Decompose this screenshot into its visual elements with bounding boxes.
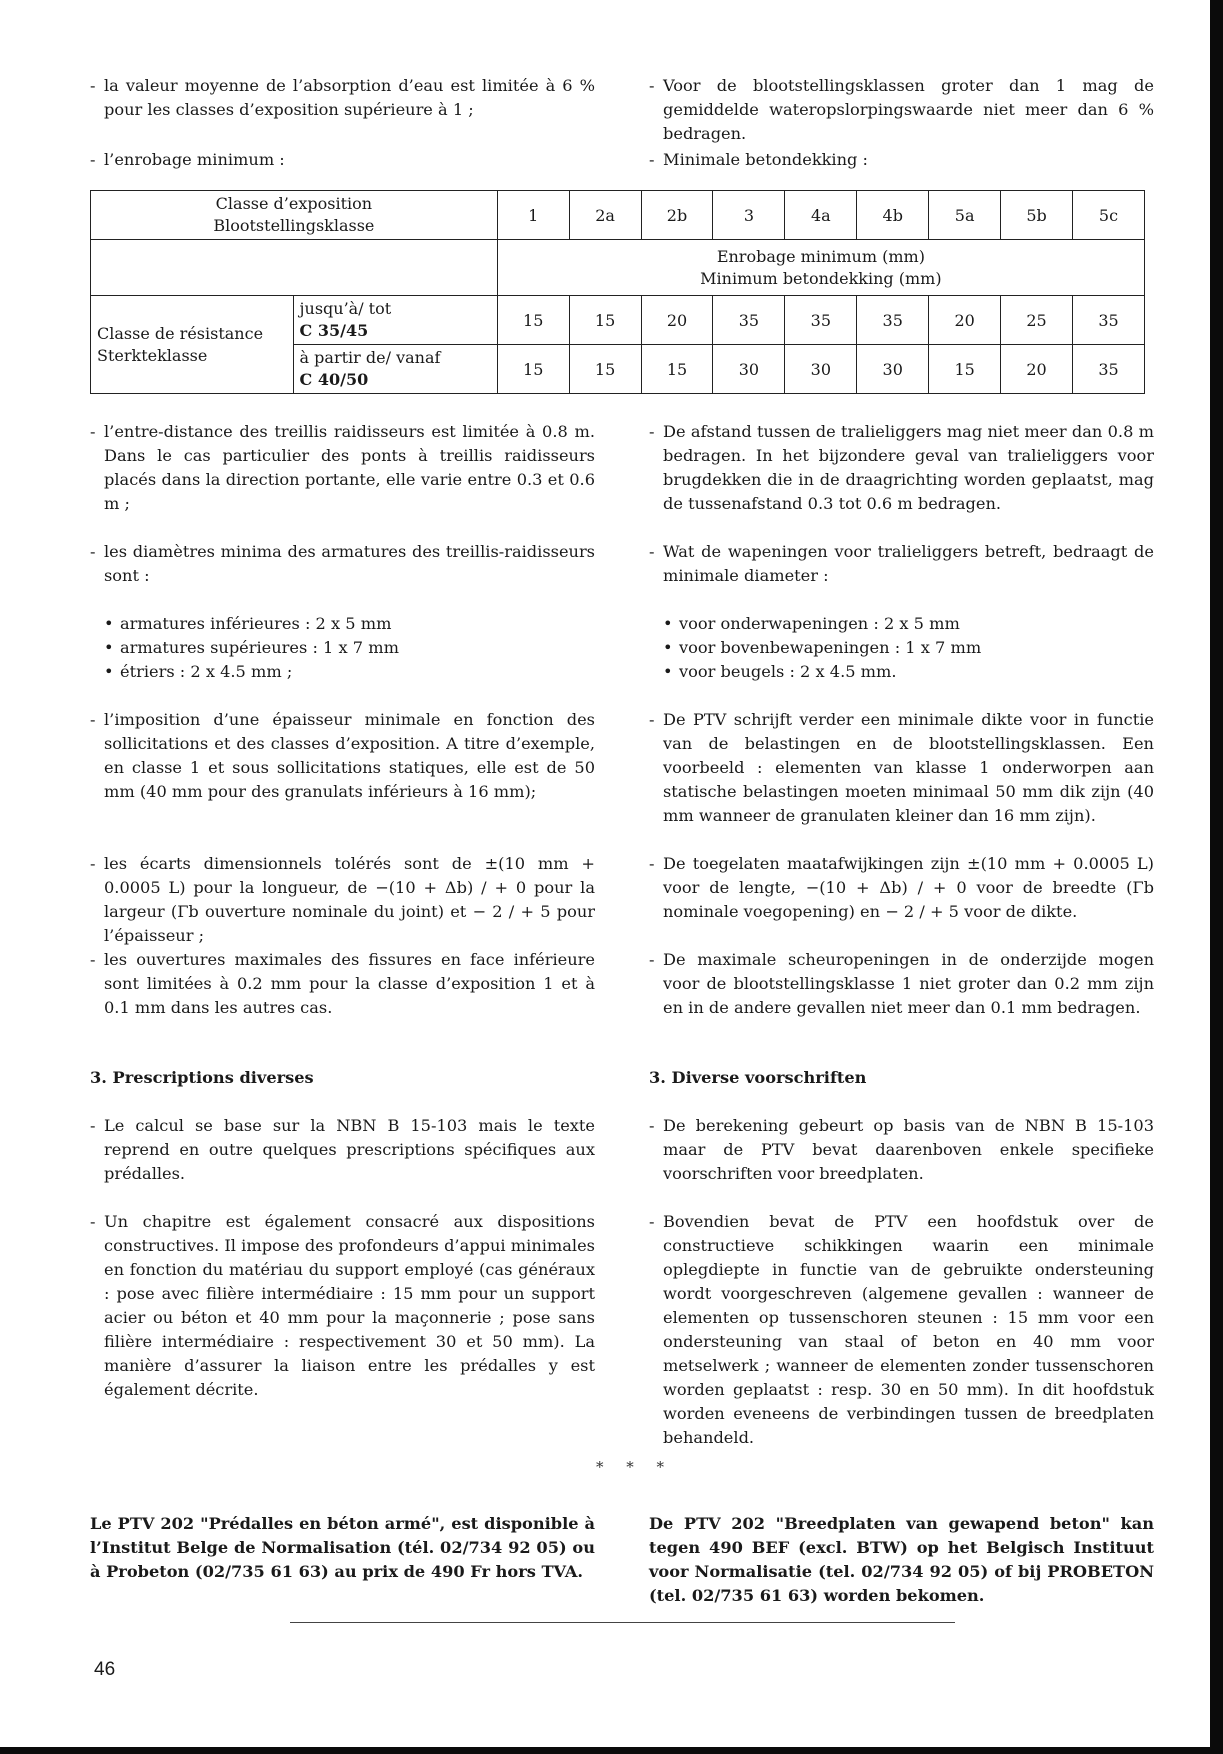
value-cell: 15 (497, 345, 569, 394)
row-label: à partir de/ vanaf C 40/50 (293, 345, 497, 394)
nl-bullet-list (649, 612, 1154, 684)
value-cell: 35 (785, 296, 857, 345)
table-header-row (91, 191, 1145, 240)
class-cell: 5c (1073, 191, 1145, 240)
value-cell: 20 (641, 296, 713, 345)
row-label: jusqu’à/ tot C 35/45 (293, 296, 497, 345)
empty-cell (91, 240, 498, 296)
table-row (91, 296, 1145, 345)
nl-enrobage: - Minimale betondekking : (649, 148, 1154, 172)
fr-diametres: - les diamètres minima des armatures des treillis-raidisseurs sont : (90, 540, 595, 588)
value-cell: 30 (857, 345, 929, 394)
footer-rule (290, 1622, 955, 1623)
value-cell: 20 (1001, 345, 1073, 394)
value-cell: 35 (1073, 345, 1145, 394)
nl-calcul: - De berekening gebeurt op basis van de NBN B 15-103 maar de PTV bevat daarenboven enkele specifieke voorschriften voor breedplaten. (649, 1114, 1154, 1186)
unit-header: Enrobage minimum (mm) Minimum betondekking (mm) (497, 240, 1144, 296)
fr-epaisseur: - l’imposition d’une épaisseur minimale en fonction des sollicitations et des classes d’exposition. A titre d’exemple, en classe 1 et sous sollicitations statiques, elle est de 50 mm (40 mm pour des granulats inférieurs à 16 mm); (90, 708, 595, 804)
resistance-class-label: Classe de résistance Sterkteklasse (91, 296, 294, 394)
table-unit-row (91, 240, 1145, 296)
class-cell: 1 (497, 191, 569, 240)
value-cell: 15 (641, 345, 713, 394)
page-edge-bottom (0, 1747, 1223, 1754)
value-cell: 20 (929, 296, 1001, 345)
class-cell: 3 (713, 191, 785, 240)
page-edge-right (1210, 0, 1223, 1754)
list-item: • étriers : 2 x 4.5 mm ; (104, 660, 595, 684)
class-cell: 2a (569, 191, 641, 240)
class-cell: 5b (1001, 191, 1073, 240)
nl-entre-distance: - De afstand tussen de tralieliggers mag niet meer dan 0.8 m bedragen. In het bijzondere geval van tralieliggers voor brugdekken die in de draagrichting worden geplaatst, mag de tussenafstand 0.3 tot 0.6 m bedragen. (649, 420, 1154, 516)
fr-section-heading: 3. Prescriptions diverses (90, 1068, 314, 1087)
value-cell: 15 (929, 345, 1001, 394)
list-item: • armatures supérieures : 1 x 7 mm (104, 636, 595, 660)
fr-ecarts: - les écarts dimensionnels tolérés sont de ±(10 mm + 0.0005 L) pour la longueur, de −(10 + Δb) / + 0 pour la largeur (Γb ouverture nominale du joint) et − 2 / + 5 pour l’épaisseur ; (90, 852, 595, 948)
fr-enrobage: - l’enrobage minimum : (90, 148, 595, 172)
exposure-class-header: Classe d’exposition Blootstellingsklasse (91, 191, 498, 240)
fr-footer-note: Le PTV 202 "Prédalles en béton armé", est disponible à l’Institut Belge de Normalisation (tél. 02/734 92 05) ou à Probeton (02/735 61 63) au prix de 490 Fr hors TVA. (90, 1514, 595, 1581)
fr-bullet-list (90, 612, 595, 684)
section-separator: * * * (596, 1458, 674, 1476)
class-cell: 4a (785, 191, 857, 240)
value-cell: 30 (785, 345, 857, 394)
nl-diametres: - Wat de wapeningen voor tralieliggers betreft, bedraagt de minimale diameter : (649, 540, 1154, 588)
fr-absorption: - la valeur moyenne de l’absorption d’eau est limitée à 6 % pour les classes d’exposition supérieure à 1 ; (90, 74, 595, 122)
nl-chapitre: - Bovendien bevat de PTV een hoofdstuk over de constructieve schikkingen waarin een minimale oplegdiepte in functie van de gebruikte ondersteuning wordt voorgeschreven (algemene gevallen : wanneer de elementen op tussenschoren steunen : 15 mm voor een ondersteuning van staal of beton en 40 mm voor metselwerk ; wanneer de elementen zonder tussenschoren worden geplaatst : resp. 30 en 50 mm). In dit hoofdstuk worden eveneens de verbindingen tussen de breedplaten behandeld. (649, 1210, 1154, 1450)
nl-absorption: - Voor de blootstellingsklassen groter dan 1 mag de gemiddelde wateropslorpingswaarde niet meer dan 6 % bedragen. (649, 74, 1154, 146)
nl-section-heading: 3. Diverse voorschriften (649, 1068, 867, 1087)
list-item: • voor onderwapeningen : 2 x 5 mm (663, 612, 1154, 636)
value-cell: 15 (569, 345, 641, 394)
value-cell: 35 (857, 296, 929, 345)
value-cell: 35 (1073, 296, 1145, 345)
fr-calcul: - Le calcul se base sur la NBN B 15-103 mais le texte reprend en outre quelques prescriptions spécifiques aux prédalles. (90, 1114, 595, 1186)
value-cell: 15 (497, 296, 569, 345)
cover-table (90, 190, 1145, 394)
list-item: • voor beugels : 2 x 4.5 mm. (663, 660, 1154, 684)
list-item: • voor bovenbewapeningen : 1 x 7 mm (663, 636, 1154, 660)
nl-footer-note: De PTV 202 "Breedplaten van gewapend beton" kan tegen 490 BEF (excl. BTW) op het Belgisch Instituut voor Normalisatie (tel. 02/734 92 05) of bij PROBETON (tel. 02/735 61 63) worden bekomen. (649, 1514, 1154, 1605)
value-cell: 35 (713, 296, 785, 345)
class-cell: 5a (929, 191, 1001, 240)
nl-fissures: - De maximale scheuropeningen in de onderzijde mogen voor de blootstellingsklasse 1 niet groter dan 0.2 mm zijn en in de andere gevallen niet meer dan 0.1 mm bedragen. (649, 948, 1154, 1020)
nl-ecarts: - De toegelaten maatafwijkingen zijn ±(10 mm + 0.0005 L) voor de lengte, −(10 + Δb) / + 0 voor de breedte (Γb nominale voegopening) en − 2 / + 5 voor de dikte. (649, 852, 1154, 924)
fr-chapitre: - Un chapitre est également consacré aux dispositions constructives. Il impose des profondeurs d’appui minimales en fonction du matériau du support employé (cas généraux : pose avec filière intermédiaire : 15 mm pour un support acier ou béton et 40 mm pour la maçonnerie ; pose sans filière intermédiaire : respectivement 30 et 50 mm). La manière d’assurer la liaison entre les prédalles y est également décrite. (90, 1210, 595, 1402)
class-cell: 4b (857, 191, 929, 240)
fr-fissures: - les ouvertures maximales des fissures en face inférieure sont limitées à 0.2 mm pour la classe d’exposition 1 et à 0.1 mm dans les autres cas. (90, 948, 595, 1020)
value-cell: 25 (1001, 296, 1073, 345)
nl-epaisseur: - De PTV schrijft verder een minimale dikte voor in functie van de belastingen en de blootstellingsklassen. Een voorbeeld : elementen van klasse 1 onderworpen aan statische belastingen moeten minimaal 50 mm dik zijn (40 mm wanneer de granulaten kleiner dan 16 mm zijn). (649, 708, 1154, 828)
page-number: 46 (94, 1659, 116, 1680)
list-item: • armatures inférieures : 2 x 5 mm (104, 612, 595, 636)
fr-entre-distance: - l’entre-distance des treillis raidisseurs est limitée à 0.8 m. Dans le cas particulier des ponts à treillis raidisseurs placés dans la direction portante, elle varie entre 0.3 et 0.6 m ; (90, 420, 595, 516)
value-cell: 15 (569, 296, 641, 345)
class-cell: 2b (641, 191, 713, 240)
value-cell: 30 (713, 345, 785, 394)
